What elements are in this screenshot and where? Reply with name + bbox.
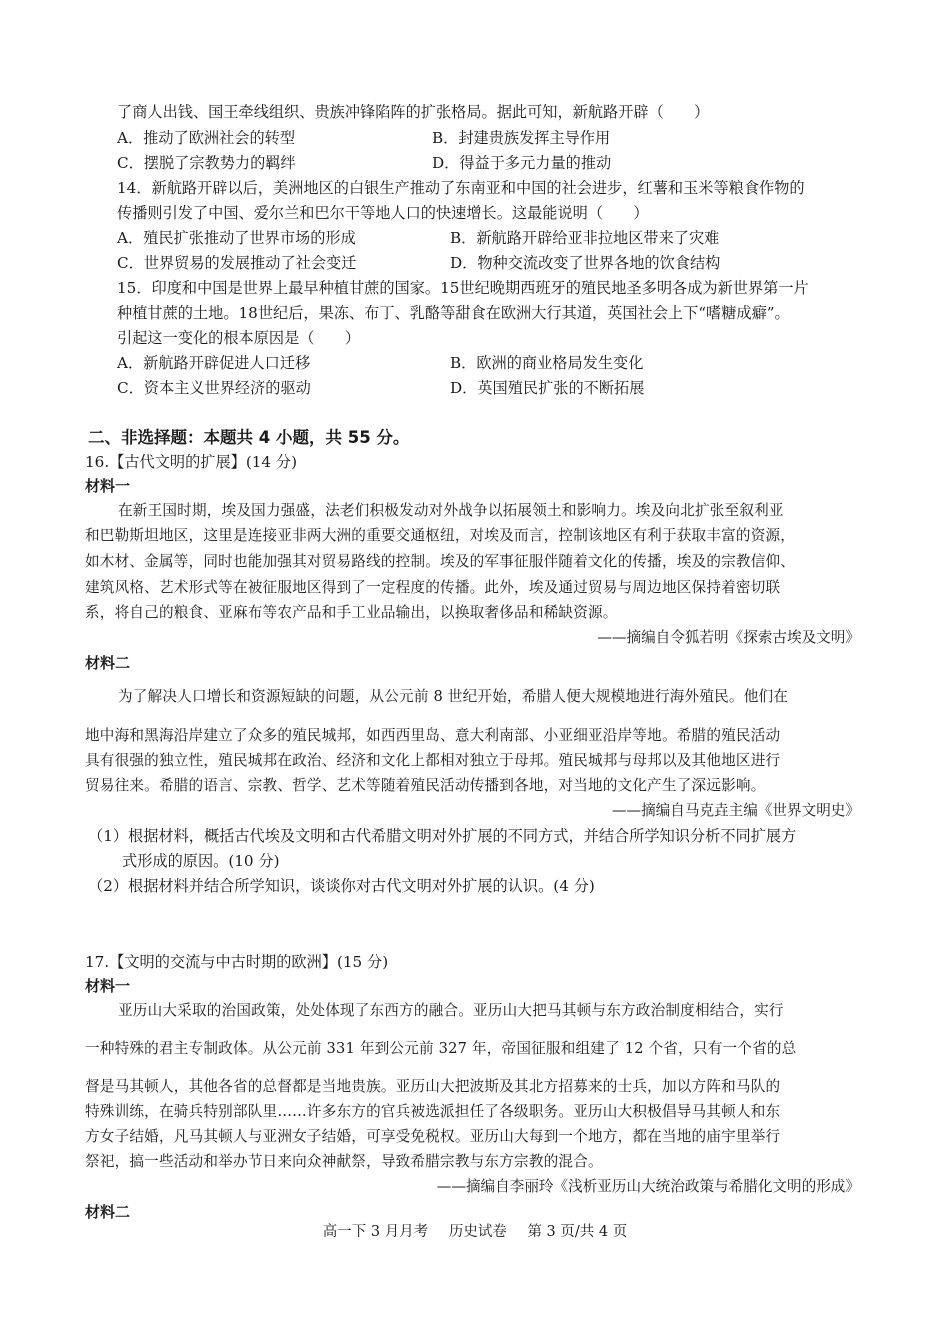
q13-option-b: B．封建贵族发挥主导作用	[432, 129, 611, 147]
q15-stem-line1: 15．印度和中国是世界上最早种植甘蔗的国家。15世纪晚期西班牙的殖民地圣多明各成为新世界第一片	[117, 279, 809, 297]
q13-option-d: D．得益于多元力量的推动	[432, 154, 612, 172]
q16-material1-line: 如木材、金属等，同时也能加强其对贸易路线的控制。埃及的军事征服伴随着文化的传播，埃及的宗教信仰、	[85, 553, 796, 570]
q16-material2-line: 为了解决人口增长和资源短缺的问题，从公元前 8 世纪开始，希腊人便大规模地进行海外殖民。他们在	[118, 688, 789, 705]
q16-material2-label: 材料二	[85, 654, 131, 672]
q16-material1-line: 和巴勒斯坦地区，这里是连接亚非两大洲的重要交通枢纽，对埃及而言，控制该地区有利于获取丰富的资源，	[85, 527, 796, 544]
q17-title: 17.【文明的交流与中古时期的欧洲】(15 分)	[85, 953, 389, 971]
q16-subquestion-1-cont: 式形成的原因。(10 分)	[122, 852, 280, 870]
q15-stem-line3: 引起这一变化的根本原因是（ ）	[117, 329, 360, 347]
section-heading: 二、非选择题：本题共 4 小题，共 55 分。	[88, 428, 410, 447]
q16-material1-source: ——摘编自令狐若明《探索古埃及文明》	[597, 629, 860, 646]
q17-material1-line: 督是马其顿人，其他各省的总督都是当地贵族。亚历山大把波斯及其北方招募来的士兵，加以方阵和马队的	[85, 1078, 781, 1095]
q17-material1-line: 一种特殊的君主专制政体。从公元前 331 年到公元前 327 年，帝国征服和组建了 12 个省，只有一个省的总	[85, 1040, 797, 1057]
q16-title: 16.【古代文明的扩展】(14 分)	[85, 453, 298, 471]
q16-material2-line: 具有很强的独立性，殖民城邦在政治、经济和文化上都相对独立于母邦。殖民城邦与母邦以及其他地区进行	[85, 752, 781, 769]
q14-option-d: D．物种交流改变了世界各地的饮食结构	[450, 254, 721, 272]
q17-material1-label: 材料一	[85, 977, 131, 995]
q16-subquestion-2: （2）根据材料并结合所学知识，谈谈你对古代文明对外扩展的认识。(4 分)	[88, 877, 595, 895]
q17-material1-line: 亚历山大采取的治国政策，处处体现了东西方的融合。亚历山大把马其顿与东方政治制度相结合，实行	[118, 1002, 784, 1019]
q13-option-a: A．推动了欧洲社会的转型	[117, 129, 296, 147]
footer-subject: 历史试卷	[448, 1224, 507, 1240]
q14-option-b: B．新航路开辟给亚非拉地区带来了灾难	[450, 229, 720, 247]
q13-stem: 了商人出钱、国王牵线组织、贵族冲锋陷阵的扩张格局。据此可知，新航路开辟（ ）	[117, 103, 710, 121]
q16-material1-line: 在新王国时期，埃及国力强盛，法老们积极发动对外战争以拓展领土和影响力。埃及向北扩张至叙利亚	[118, 502, 784, 519]
page-footer	[0, 1222, 950, 1242]
q17-material2-label: 材料二	[85, 1203, 131, 1221]
q16-material1-line: 建筑风格、艺术形式等在被征服地区得到了一定程度的传播。此外，埃及通过贸易与周边地区保持着密切联	[85, 579, 781, 596]
q15-stem-line2: 种植甘蔗的土地。18世纪后，果冻、布丁、乳酪等甜食在欧洲大行其道，英国社会上下“嗜糖成癖”。	[117, 304, 790, 322]
q15-option-a: A．新航路开辟促进人口迁移	[117, 354, 311, 372]
q14-option-a: A．殖民扩张推动了世界市场的形成	[117, 229, 356, 247]
footer-exam: 高一下 3 月月考	[322, 1224, 429, 1240]
footer-page-number: 第 3 页/共 4 页	[527, 1224, 628, 1240]
q16-material1-label: 材料一	[85, 477, 131, 495]
q14-stem-line2: 传播则引发了中国、爱尔兰和巴尔干等地人口的快速增长。这最能说明（ ）	[117, 204, 649, 222]
q15-option-c: C．资本主义世界经济的驱动	[117, 379, 311, 397]
q14-option-c: C．世界贸易的发展推动了社会变迁	[117, 254, 357, 272]
q17-material1-source: ——摘编自李丽玲《浅析亚历山大统治政策与希腊化文明的形成》	[436, 1178, 860, 1195]
q15-option-b: B．欧洲的商业格局发生变化	[450, 354, 644, 372]
q14-stem-line1: 14．新航路开辟以后，美洲地区的白银生产推动了东南亚和中国的社会进步，红薯和玉米等粮食作物的	[117, 179, 805, 197]
q16-material2-line: 地中海和黑海沿岸建立了众多的殖民城邦，如西西里岛、意大利南部、小亚细亚沿岸等地。希腊的殖民活动	[85, 727, 781, 744]
q13-option-c: C．摆脱了宗教势力的羁绊	[117, 154, 296, 172]
q15-option-d: D．英国殖民扩张的不断拓展	[450, 379, 645, 397]
q17-material1-line: 方女子结婚，凡马其顿人与亚洲女子结婚，可享受免税权。亚历山大每到一个地方，都在当地的庙宇里举行	[85, 1128, 781, 1145]
q17-material1-line: 特殊训练，在骑兵特别部队里……许多东方的官兵被选派担任了各级职务。亚历山大积极倡导马其顿人和东	[85, 1103, 781, 1120]
q16-material2-source: ——摘编自马克垚主编《世界文明史》	[611, 802, 860, 819]
q17-material1-line: 祭祀，搞一些活动和举办节日来向众神献祭，导致希腊宗教与东方宗教的混合。	[85, 1153, 603, 1170]
q16-subquestion-1: （1）根据材料，概括古代埃及文明和古代希腊文明对外扩展的不同方式，并结合所学知识分析不同扩展方	[88, 827, 797, 845]
q16-material2-line: 贸易往来。希腊的语言、宗教、哲学、艺术等随着殖民活动传播到各地，对当地的文化产生了深远影响。	[85, 777, 766, 794]
q16-material1-line: 系，将自己的粮食、亚麻布等农产品和手工业品输出，以换取奢侈品和稀缺资源。	[85, 604, 618, 621]
